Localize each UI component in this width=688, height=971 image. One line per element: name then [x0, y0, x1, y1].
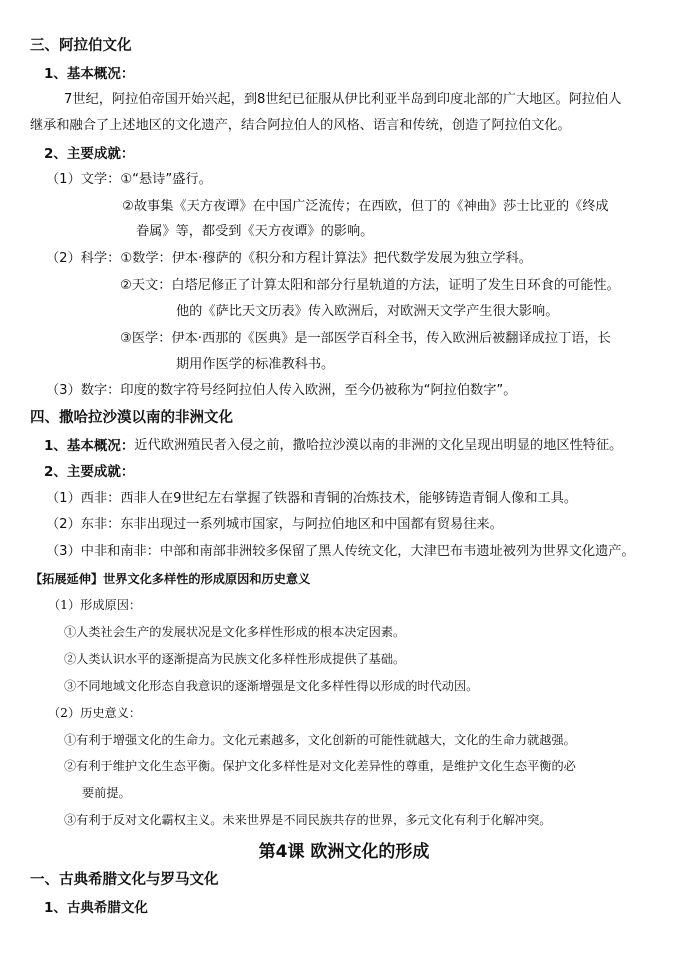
section-title-arab: 三、阿拉伯文化 — [30, 38, 132, 54]
arab-numerals-line: （3）数字：印度的数字符号经阿拉伯人传入欧洲，至今仍被称为“阿拉伯数字”。 — [46, 383, 517, 398]
extension-title: 【拓展延伸】世界文化多样性的形成原因和历史意义 — [30, 572, 311, 586]
extension-cause-3: ③不同地域文化形态自我意识的逐渐增强是文化多样性得以形成的时代动因。 — [64, 679, 479, 693]
arab-literature-line-2: ②故事集《天方夜谭》在中国广泛流传；在西欧，但丁的《神曲》莎士比亚的《终成 — [122, 199, 609, 214]
section-title-africa: 四、撒哈拉沙漠以南的非洲文化 — [30, 410, 233, 426]
arab-science-line-1: （2）科学：①数学：伊本·穆萨的《积分和方程计算法》把代数学发展为独立学科。 — [46, 251, 532, 266]
africa-overview-label: 1、基本概况： — [44, 438, 135, 454]
africa-achievements-label: 2、主要成就： — [44, 464, 135, 480]
arab-overview-line-1: 7世纪，阿拉伯帝国开始兴起，到8世纪已征服从伊比利亚半岛到印度北部的广大地区。阿拉伯人 — [64, 92, 622, 107]
arab-science-line-3: 他的《萨比天文历表》传入欧洲后，对欧洲天文学产生很大影响。 — [176, 304, 559, 319]
extension-cause-1: ①人类社会生产的发展状况是文化多样性形成的根本决定因素。 — [64, 625, 406, 639]
arab-literature-line-3: 眷属》等，都受到《天方夜谭》的影响。 — [136, 224, 374, 239]
africa-overview-row — [44, 436, 622, 456]
arab-literature-line-1: （1）文学：①“悬诗”盛行。 — [46, 172, 212, 187]
extension-cause-label: （1）形成原因： — [48, 598, 142, 612]
africa-central-south-line: （3）中非和南非：中部和南部非洲较多保留了黑人传统文化，大津巴布韦遗址被列为世界文化遗产。 — [46, 544, 635, 559]
extension-significance-1: ①有利于增强文化的生命力。文化元素越多，文化创新的可能性就越大，文化的生命力就越强。 — [64, 733, 576, 747]
arab-achievements-label: 2、主要成就： — [44, 146, 135, 162]
extension-significance-2a: ②有利于维护文化生态平衡。保护文化多样性是对文化差异性的尊重，是维护文化生态平衡的必 — [64, 759, 576, 773]
africa-overview-text: 近代欧洲殖民者入侵之前，撒哈拉沙漠以南的非洲的文化呈现出明显的地区性特征。 — [134, 438, 623, 453]
section-title-greek-roman: 一、古典希腊文化与罗马文化 — [30, 872, 219, 888]
lesson-title: 第4课 欧洲文化的形成 — [258, 842, 430, 862]
arab-science-line-4: ③医学：伊本·西那的《医典》是一部医学百科全书，传入欧洲后被翻译成拉丁语，长 — [120, 331, 611, 346]
africa-west-line: （1）西非：西非人在9世纪左右掌握了铁器和青铜的冶炼技术，能够铸造青铜人像和工具。 — [46, 491, 578, 506]
extension-significance-2b: 要前提。 — [82, 786, 131, 800]
subsection-title-greek: 1、古典希腊文化 — [44, 900, 148, 916]
africa-east-line: （2）东非：东非出现过一系列城市国家，与阿拉伯地区和中国都有贸易往来。 — [46, 517, 503, 532]
arab-science-line-2: ②天文：白塔尼修正了计算太阳和部分行星轨道的方法，证明了发生日环食的可能性。 — [120, 278, 620, 293]
arab-overview-line-2: 继承和融合了上述地区的文化遗产，结合阿拉伯人的风格、语言和传统，创造了阿拉伯文化。 — [30, 118, 571, 133]
arab-science-line-5: 期用作医学的标准教科书。 — [176, 357, 335, 372]
arab-overview-label: 1、基本概况： — [44, 66, 135, 82]
extension-cause-2: ②人类认识水平的逐渐提高为民族文化多样性形成提供了基础。 — [64, 652, 406, 666]
extension-significance-3: ③有利于反对文化霸权主义。未来世界是不同民族共存的世界，多元文化有利于化解冲突。 — [64, 813, 552, 827]
extension-significance-label: （2）历史意义： — [48, 706, 142, 720]
